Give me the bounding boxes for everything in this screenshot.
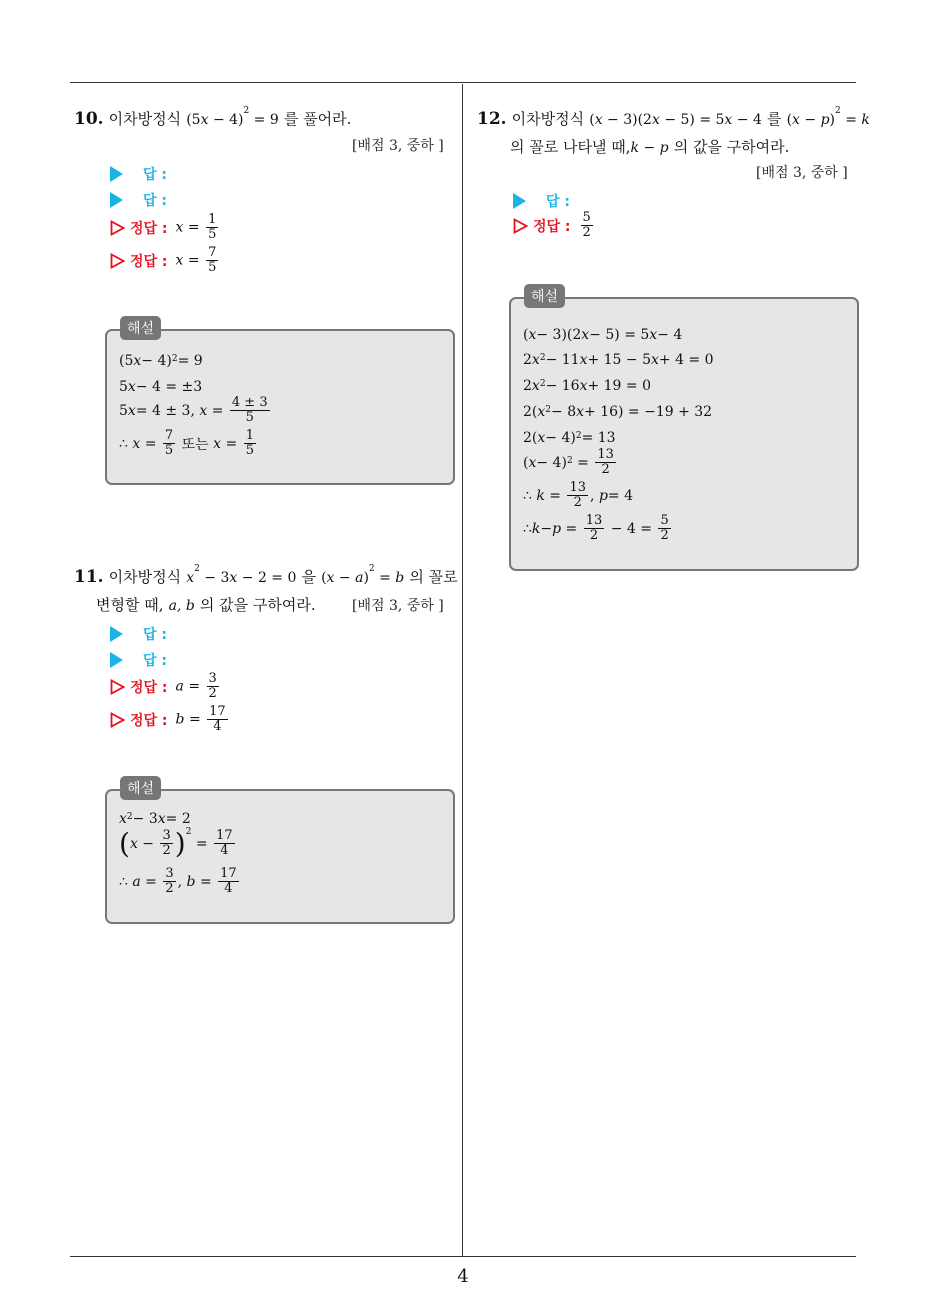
question-equation: (x − 3)(2x − 5) = 5x − 4: [589, 112, 762, 128]
question-12-line2: [510, 136, 789, 157]
correct-answer-value: $\frac{5}{2}$: [582, 210, 591, 240]
play-outline-icon: [110, 712, 125, 728]
play-outline-icon: [110, 679, 125, 695]
question-12-stem: [477, 108, 870, 129]
explanation-line: 2( x $^2$ − 8 x + 16) = −19 + 32: [523, 404, 713, 420]
question-form: $(x - a)^2 = b$: [321, 564, 405, 586]
explanation-line: ∴ a = $\frac{3}{2}$ , b = $\frac{17}{4}$: [119, 866, 237, 896]
explanation-box: [105, 789, 455, 924]
play-icon: [110, 626, 123, 642]
answer-row: [110, 624, 175, 644]
explanation-line: ( x − 4) $^2$ = $\frac{13}{2}$: [523, 447, 614, 477]
question-form: $(x - p)^2 = k$: [786, 106, 870, 128]
explanation-box: [105, 329, 455, 485]
score-label: [배점 3, 중하 ]: [756, 165, 848, 181]
question-10-stem: [74, 108, 351, 129]
explanation-tag: 해설: [120, 776, 161, 800]
correct-label: 정답 :: [130, 220, 168, 237]
explanation-line: ∴ k = $\frac{13}{2}$ , p = 4: [523, 480, 633, 510]
correct-answer-value: a = $\frac{3}{2}$: [175, 671, 217, 701]
answer-row: [110, 650, 175, 670]
question-11-stem: [74, 566, 458, 587]
question-line2: 의 꼴로 나타낼 때,: [510, 138, 631, 156]
play-outline-icon: [110, 220, 125, 236]
question-11-line2: [96, 594, 316, 615]
explanation-line: 2 x $^2$ − 16 x + 19 = 0: [523, 378, 652, 394]
correct-answer-row: [110, 213, 220, 242]
question-number: 10.: [74, 109, 104, 129]
answer-label: 답 :: [143, 193, 167, 209]
question-tail: 의 꼴로: [409, 568, 458, 586]
answer-label: 답 :: [143, 627, 167, 643]
question-mid: 을: [301, 568, 316, 586]
question-number: 12.: [477, 109, 507, 129]
score-label: [배점 3, 중하 ]: [352, 138, 444, 154]
question-lead: 이차방정식: [108, 110, 182, 128]
question-line2: 변형할 때,: [96, 596, 164, 614]
explanation-line: 5 x = 4 ± 3, x = $\frac{4 \pm 3}{5}$: [119, 395, 268, 425]
correct-label: 정답 :: [130, 253, 168, 270]
play-outline-icon: [513, 218, 528, 234]
or-word: 또는: [181, 436, 209, 453]
correct-answer-row: [110, 246, 220, 275]
correct-label: 정답 :: [130, 712, 168, 729]
bottom-rule: [70, 1256, 856, 1257]
page-number: 4: [457, 1266, 469, 1287]
play-outline-icon: [110, 253, 125, 269]
explanation-line: (5 x − 4) $^2$ = 9: [119, 353, 203, 369]
correct-answer-value: x = $\frac{1}{5}$: [175, 212, 217, 242]
question-expr: k − p: [630, 140, 669, 156]
question-lead: 이차방정식: [108, 568, 182, 586]
correct-label: 정답 :: [533, 218, 571, 235]
correct-answer-value: x = $\frac{7}{5}$: [175, 245, 217, 275]
explanation-line: ∴ x = $\frac{7}{5}$ 또는 x = $\frac{1}{5}$: [119, 428, 254, 458]
explanation-line: x $^2$ − 3 x = 2: [119, 811, 191, 827]
question-line2b: 의 값을 구하여라.: [673, 138, 790, 156]
question-line2b: 의 값을 구하여라.: [199, 596, 316, 614]
correct-label: 정답 :: [130, 679, 168, 696]
answer-row: [110, 190, 175, 210]
correct-answer-row: [110, 705, 230, 734]
answer-label: 답 :: [546, 194, 570, 210]
question-number: 11.: [74, 567, 104, 587]
column-divider: [462, 84, 463, 1256]
question-tail: 를 풀어라.: [283, 110, 352, 128]
answer-label: 답 :: [143, 653, 167, 669]
play-icon: [513, 193, 526, 209]
explanation-tag: 해설: [524, 284, 565, 308]
explanation-line: 5 x − 4 = ±3: [119, 379, 203, 395]
explanation-box: [509, 297, 859, 571]
question-vars: a, b: [168, 598, 195, 614]
question-mid: 를: [766, 110, 782, 128]
top-rule: [70, 82, 856, 83]
play-icon: [110, 166, 123, 182]
explanation-tag: 해설: [120, 316, 161, 340]
correct-answer-row: [513, 211, 595, 240]
explanation-line: ( x − $\frac{3}{2}$ ) $^2$ = $\frac{17}{4}$: [119, 826, 233, 860]
score-label: [배점 3, 중하 ]: [352, 598, 444, 614]
question-equation: $(5x - 4)^2 = 9$: [186, 106, 279, 128]
answer-row: [110, 164, 175, 184]
play-icon: [110, 192, 123, 208]
explanation-line: ∴ k − p = $\frac{13}{2}$ − 4 = $\frac{5}{2}$: [523, 513, 669, 543]
explanation-line: 2 x $^2$ − 11 x + 15 − 5 x + 4 = 0: [523, 352, 714, 368]
answer-label: 답 :: [143, 167, 167, 183]
play-icon: [110, 652, 123, 668]
explanation-line: ( x − 3)(2 x − 5) = 5 x − 4: [523, 327, 683, 343]
question-equation: $x^2 - 3x - 2 = 0$: [186, 564, 297, 586]
answer-row: [513, 191, 578, 211]
question-lead: 이차방정식: [511, 110, 585, 128]
explanation-line: 2( x − 4) $^2$ = 13: [523, 430, 616, 446]
correct-answer-value: b = $\frac{17}{4}$: [175, 704, 226, 734]
correct-answer-row: [110, 672, 221, 701]
